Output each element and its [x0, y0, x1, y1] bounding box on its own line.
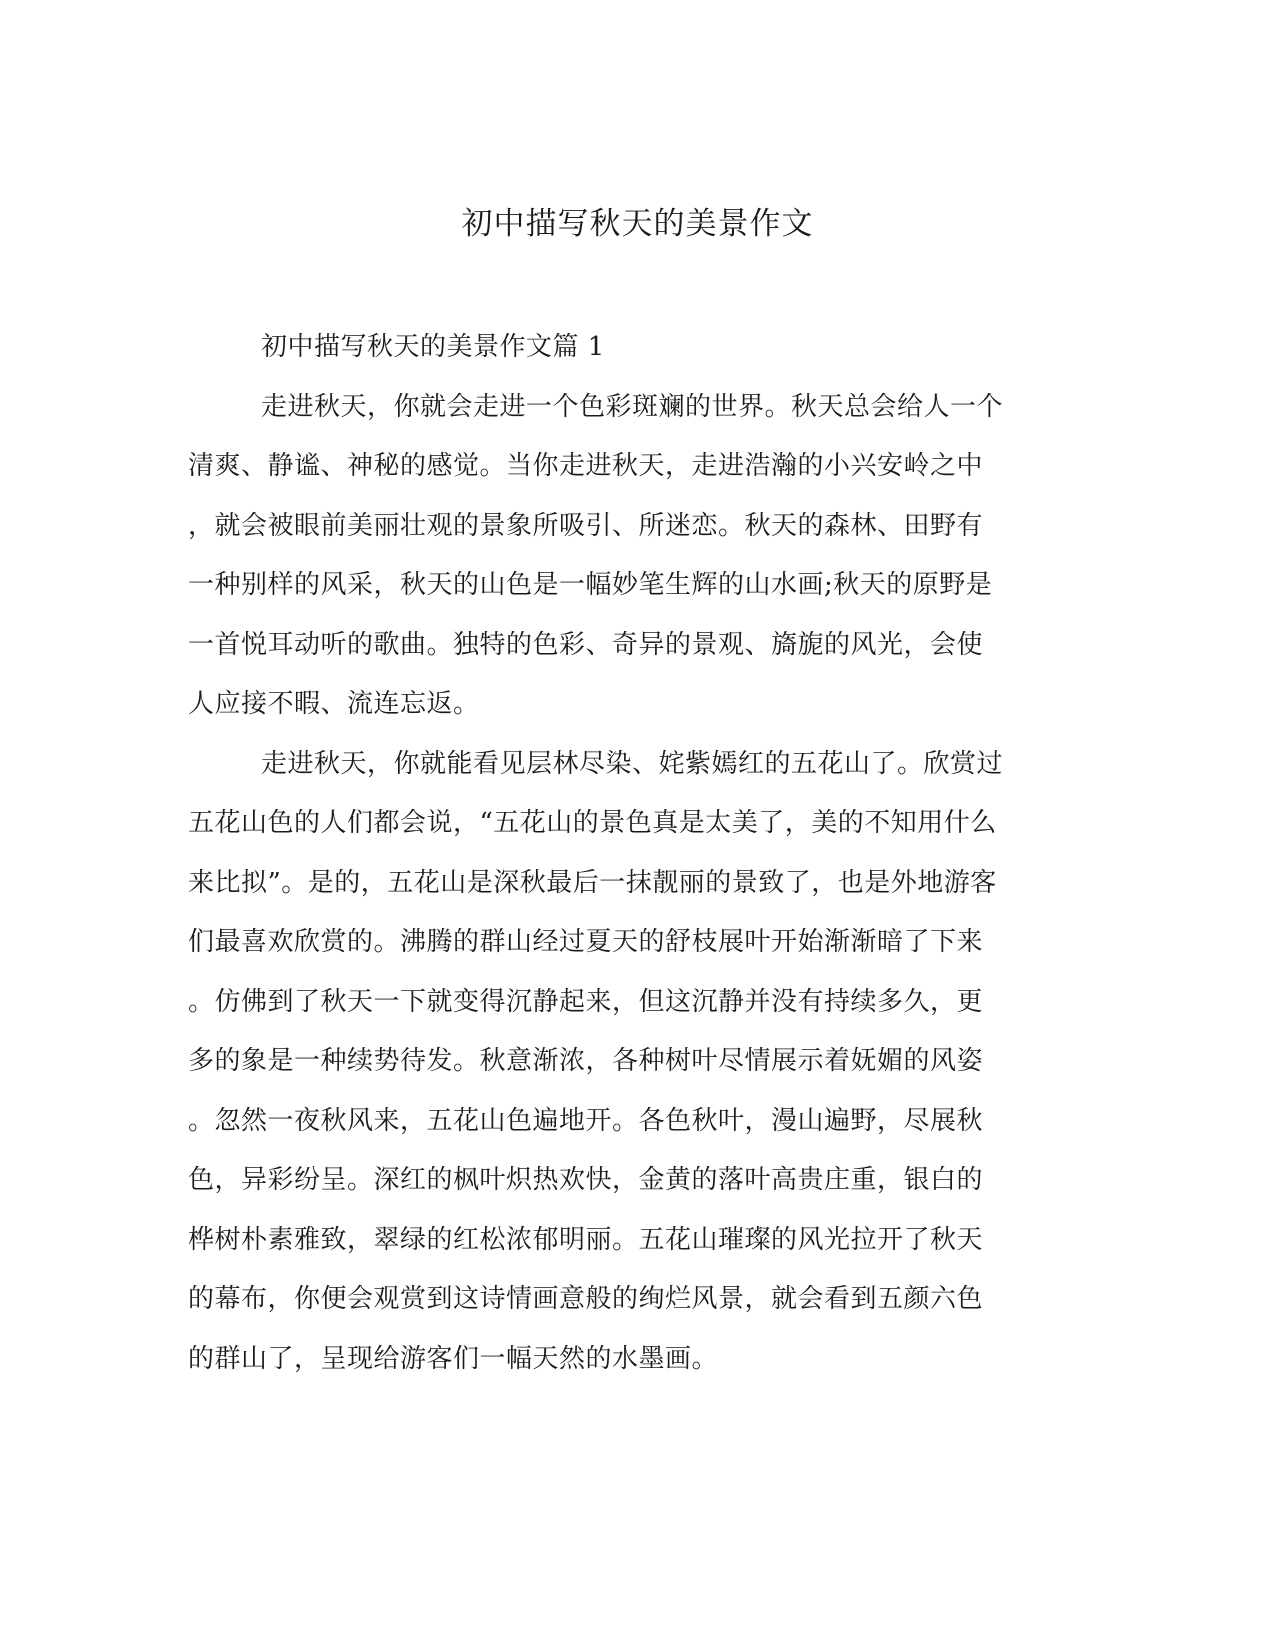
- paragraph-line: 清爽、静谧、神秘的感觉。当你走进秋天，走进浩瀚的小兴安岭之中: [188, 451, 984, 481]
- paragraph-2: [188, 735, 1073, 1390]
- paragraph-line: 走进秋天，你就会走进一个色彩斑斓的世界。秋天总会给人一个: [261, 391, 1004, 422]
- paragraph-1: [188, 378, 1073, 735]
- section-heading: 初中描写秋天的美景作文篇 1: [261, 332, 605, 362]
- paragraph-line: 的群山了，呈现给游客们一幅天然的水墨画。: [188, 1343, 719, 1374]
- paragraph-line: 们最喜欢欣赏的。沸腾的群山经过夏天的舒枝展叶开始渐渐暗了下来: [188, 927, 984, 957]
- paragraph-line: 。仿佛到了秋天一下就变得沉静起来，但这沉静并没有持续多久，更: [188, 986, 984, 1017]
- paragraph-line: 一种别样的风采，秋天的山色是一幅妙笔生辉的山水画;秋天的原野是: [188, 570, 993, 600]
- document-body: [188, 318, 1073, 1389]
- paragraph-line: 五花山色的人们都会说，“五花山的景色真是太美了，美的不知用什么: [188, 808, 997, 838]
- paragraph-line: 人应接不暇、流连忘返。: [188, 689, 480, 719]
- document-title: 初中描写秋天的美景作文: [461, 206, 814, 242]
- paragraph-line: 色，异彩纷呈。深红的枫叶炽热欢快，金黄的落叶高贵庄重，银白的: [188, 1165, 984, 1195]
- paragraph-line: ，就会被眼前美丽壮观的景象所吸引、所迷恋。秋天的森林、田野有: [188, 510, 984, 541]
- paragraph-line: 。忽然一夜秋风来，五花山色遍地开。各色秋叶，漫山遍野，尽展秋: [188, 1105, 984, 1136]
- paragraph-line: 一首悦耳动听的歌曲。独特的色彩、奇异的景观、旖旎的风光，会使: [188, 629, 984, 660]
- paragraph-line: 的幕布，你便会观赏到这诗情画意般的绚烂风景，就会看到五颜六色: [188, 1284, 984, 1314]
- paragraph-line: 走进秋天，你就能看见层林尽染、姹紫嫣红的五花山了。欣赏过: [261, 748, 1004, 779]
- paragraph-line: 桦树朴素雅致，翠绿的红松浓郁明丽。五花山璀璨的风光拉开了秋天: [188, 1224, 984, 1255]
- paragraph-line: 多的象是一种续势待发。秋意渐浓，各种树叶尽情展示着妩媚的风姿: [188, 1046, 984, 1076]
- paragraph-line: 来比拟”。是的，五花山是深秋最后一抹靓丽的景致了，也是外地游客: [188, 867, 997, 898]
